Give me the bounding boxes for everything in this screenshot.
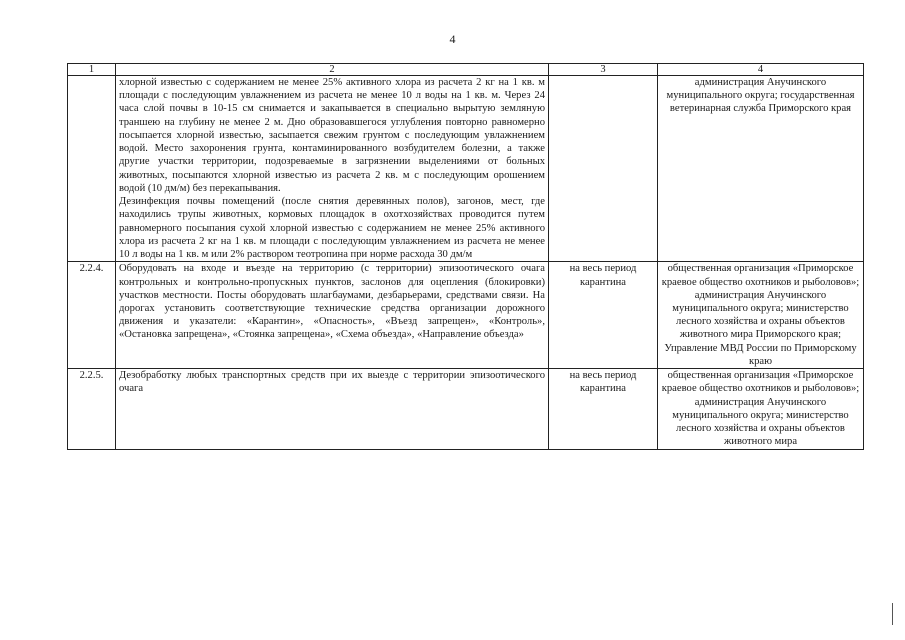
item-number: 2.2.5. bbox=[68, 369, 116, 449]
term-text bbox=[549, 76, 658, 262]
action-paragraph: Дезобработку любых транспортных средств при их выезде с территории эпизоотического очага bbox=[119, 370, 545, 395]
action-text bbox=[116, 369, 549, 449]
column-number: 1 bbox=[68, 64, 116, 76]
item-number: 2.2.4. bbox=[68, 262, 116, 369]
term-text: на весь период карантина bbox=[549, 262, 658, 369]
page-number: 4 bbox=[449, 32, 456, 46]
table-row bbox=[68, 262, 864, 369]
table-row bbox=[68, 369, 864, 449]
measures-table bbox=[67, 63, 864, 450]
scan-margin-mark bbox=[892, 603, 893, 625]
column-number-row bbox=[68, 64, 864, 76]
action-paragraph: Оборудовать на входе и въезде на территорию (с территории) эпизоотического очага контрольных и контрольно-пропускных пунктов, заслонов для оцепления (блокировки) участков местности. Посты оборудовать шлагбаумами, дезбарьерами, средствами связи. На дорогах установить соответствующие технические средства организации дорожного движения и указатели: «Карантин», «Опасность», «Въезд запрещен», «Контроль», «Остановка запрещена», «Стоянка запрещена», «Схема объезда», «Направление объезда» bbox=[119, 263, 545, 341]
action-text bbox=[116, 262, 549, 369]
action-paragraph: Дезинфекция почвы помещений (после снятия деревянных полов), загонов, мест, где находились трупы животных, кормовых площадок в охотхозяйствах проводится путем равномерного посыпания сухой хлорной известью с содержанием не менее 25% активного хлора из расчета 2 кг на 1 кв. м площади с последующим увлажнением из расчета не менее 10 л воды на 1 кв. м или 2% раствором теотропина при норме расхода 30 дм/м bbox=[119, 196, 545, 261]
table-row bbox=[68, 76, 864, 262]
responsible-text: общественная организация «Приморское краевое общество охотников и рыболовов»; администрация Анучинского муниципального округа; министерство лесного хозяйства и охраны объектов животного мира bbox=[658, 369, 864, 449]
action-paragraph: хлорной известью с содержанием не менее 25% активного хлора из расчета 2 кг на 1 кв. м площади с последующим увлажнением из расчета не менее 10 л воды на 1 кв. м. Через 24 часа слой почвы в 10-15 см снимается и закапывается в специально вырытую земляную траншею на глубину не менее 2 м. Дно образовавшегося углубления повторно равномерно посыпается хлорной известью, засыпается свежим грунтом с последующим увлажнением водой. Место захоронения грунта, контаминированного возбудителем болезни, а также другие участки территории, подозреваемые в загрязнении выделениями от больных животных, посыпаются хлорной известью из расчета 2 кв. м с последующим орошением водой (10 дм/м) без перекапывания. bbox=[119, 77, 545, 194]
responsible-text: администрация Анучинского муниципального округа; государственная ветеринарная служба Приморского края bbox=[658, 76, 864, 262]
responsible-text: общественная организация «Приморское краевое общество охотников и рыболовов»; администрация Анучинского муниципального округа; министерство лесного хозяйства и охраны объектов животного мира Приморского края; Управление МВД России по Приморскому краю bbox=[658, 262, 864, 369]
column-number: 4 bbox=[658, 64, 864, 76]
column-number: 2 bbox=[116, 64, 549, 76]
item-number bbox=[68, 76, 116, 262]
action-text bbox=[116, 76, 549, 262]
column-number: 3 bbox=[549, 64, 658, 76]
term-text: на весь период карантина bbox=[549, 369, 658, 449]
